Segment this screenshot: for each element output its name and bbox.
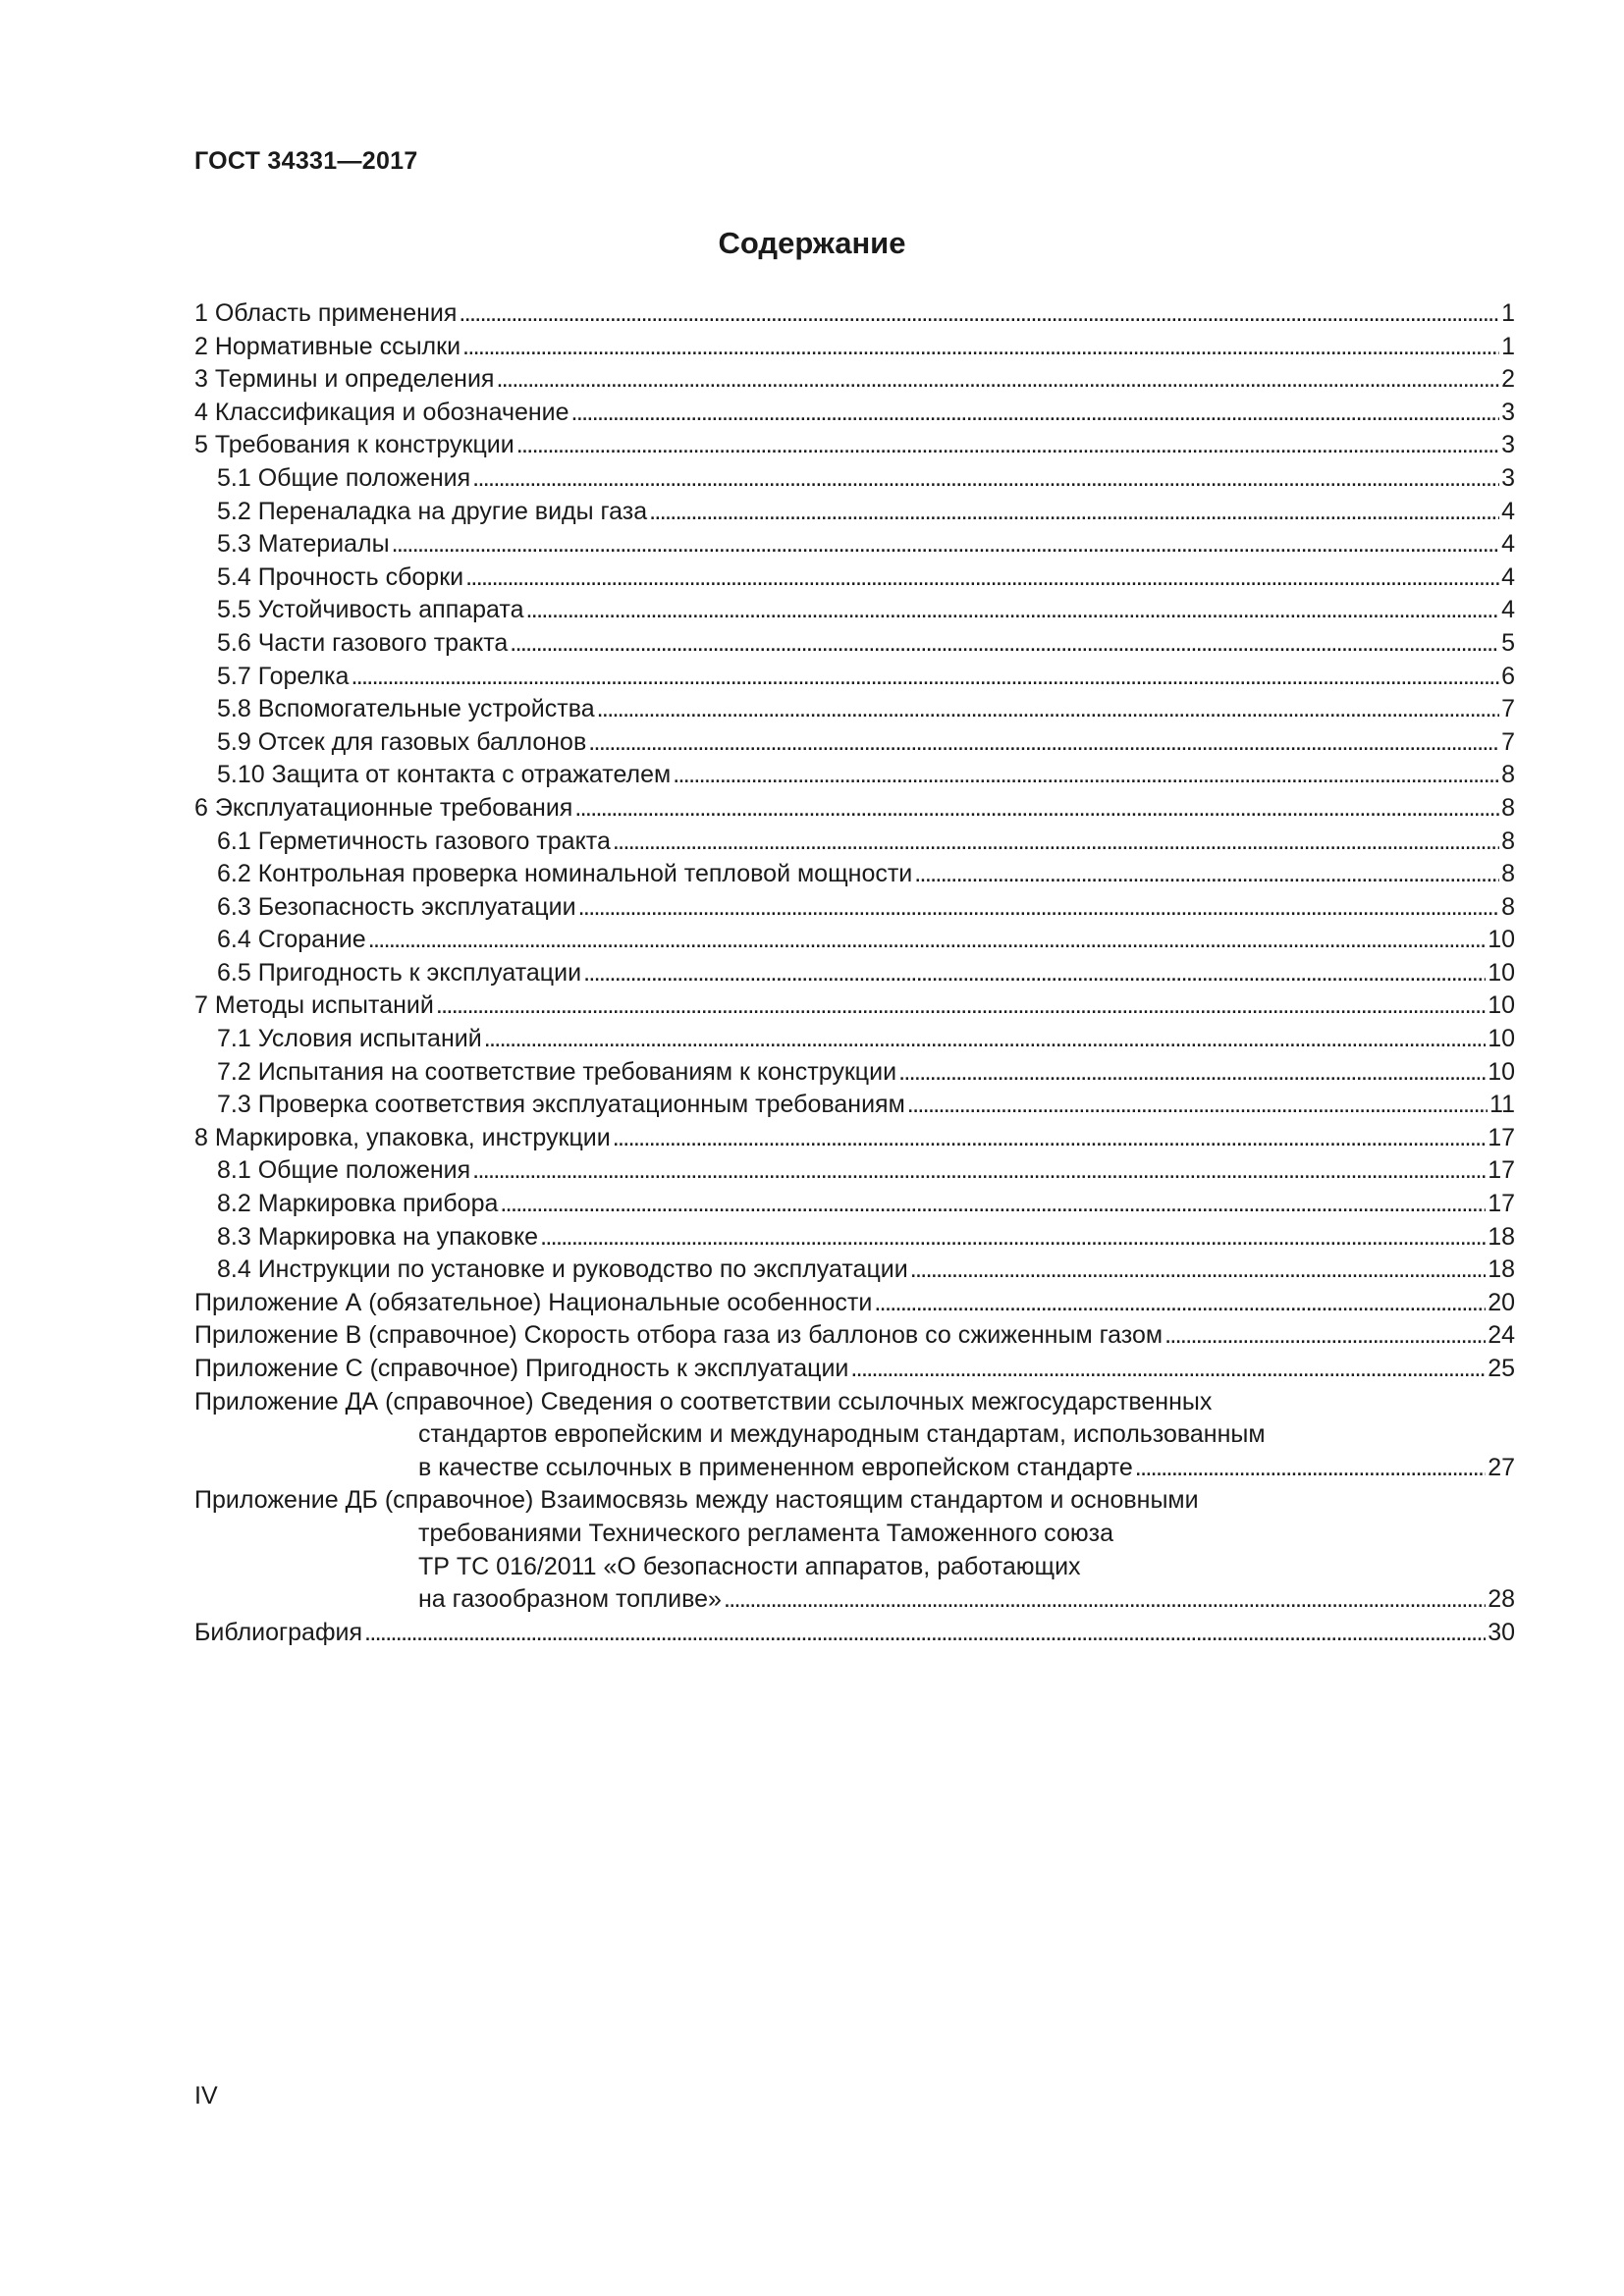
toc-leader-dots: [649, 496, 1499, 529]
toc-entry[interactable]: [194, 1319, 1515, 1353]
toc-entry-label: 5.10 Защита от контакта с отражателем: [217, 761, 672, 789]
annex-db-line-1: Взаимосвязь между настоящим стандартом и основными: [540, 1486, 1199, 1515]
toc-entry-page: 3: [1501, 463, 1515, 492]
toc-entry-label: 6.5 Пригодность к эксплуатации: [217, 958, 582, 987]
toc-entry-label: Библиография: [194, 1618, 363, 1646]
toc-leader-dots: [907, 1089, 1488, 1122]
toc-entry-label: 8.2 Маркировка прибора: [217, 1190, 499, 1218]
toc-entry-page: 11: [1489, 1091, 1515, 1119]
toc-entry-label: 4 Классификация и обозначение: [194, 398, 569, 426]
annex-da-line-1: Сведения о соответствии ссылочных межгосударственных: [540, 1387, 1213, 1415]
toc-entry-label: 7.2 Испытания на соответствие требованиям к конструкции: [217, 1057, 897, 1086]
annex-da-page: 27: [1488, 1453, 1515, 1481]
toc-entry[interactable]: [194, 561, 1515, 595]
toc-entry-page: 4: [1501, 530, 1515, 559]
table-of-contents: [194, 297, 1515, 1649]
toc-entry-page: 10: [1488, 991, 1515, 1020]
toc-entry[interactable]: [194, 957, 1515, 990]
toc-entry[interactable]: [194, 989, 1515, 1023]
toc-leader-dots: [613, 1122, 1486, 1155]
annex-db-line-3: ТР ТС 016/2011 «О безопасности аппаратов, работающих: [418, 1552, 1081, 1580]
toc-entry-label: 5.3 Материалы: [217, 530, 390, 559]
toc-leader-dots: [898, 1056, 1486, 1090]
toc-leader-dots: [484, 1023, 1486, 1056]
toc-entry-page: 8: [1501, 827, 1515, 855]
toc-leader-dots: [850, 1353, 1486, 1386]
toc-entry-annex-db[interactable]: [194, 1484, 1515, 1616]
toc-entry-label: 5.8 Вспомогательные устройства: [217, 695, 595, 723]
toc-leader-dots: [364, 1617, 1486, 1650]
toc-entry-page: 25: [1488, 1355, 1515, 1382]
toc-entry-label: 6.1 Герметичность газового тракта: [217, 827, 611, 855]
toc-leader-dots: [472, 462, 1499, 496]
toc-entry[interactable]: [194, 661, 1515, 694]
toc-leader-dots: [462, 331, 1499, 364]
toc-entry-label: 7.1 Условия испытаний: [217, 1025, 482, 1053]
toc-entry-page: 5: [1501, 628, 1515, 657]
toc-entry[interactable]: [194, 924, 1515, 957]
toc-entry-label: 3 Термины и определения: [194, 365, 495, 394]
toc-entry[interactable]: [194, 1023, 1515, 1056]
toc-leader-dots: [578, 891, 1499, 925]
toc-leader-dots: [583, 957, 1486, 990]
toc-leader-dots: [368, 924, 1486, 957]
toc-leader-dots: [351, 661, 1499, 694]
toc-entry-page: 1: [1501, 299, 1515, 327]
page-number: IV: [194, 2082, 218, 2109]
toc-leader-dots: [436, 989, 1486, 1023]
toc-entry-page: 7: [1501, 727, 1515, 756]
toc-entry-label: 5.1 Общие положения: [217, 463, 471, 492]
toc-entry[interactable]: [194, 792, 1515, 826]
toc-entry[interactable]: [194, 1056, 1515, 1090]
toc-entry[interactable]: [194, 1188, 1515, 1221]
toc-entry-label: 8.4 Инструкции по установке и руководство по эксплуатации: [217, 1255, 908, 1284]
toc-entry[interactable]: [194, 363, 1515, 397]
toc-entry-page: 8: [1501, 860, 1515, 888]
toc-entry-page: 7: [1501, 695, 1515, 723]
toc-leader-dots: [540, 1221, 1486, 1255]
toc-entry-label: 5.2 Переналадка на другие виды газа: [217, 497, 648, 525]
toc-entry-label: 6.3 Безопасность эксплуатации: [217, 892, 576, 921]
toc-entry-label: 5.7 Горелка: [217, 662, 350, 690]
toc-entry-page: 8: [1501, 761, 1515, 789]
toc-entry-page: 24: [1488, 1321, 1515, 1350]
toc-entry[interactable]: [194, 693, 1515, 726]
toc-leader-dots: [1164, 1319, 1486, 1353]
toc-entry[interactable]: [194, 826, 1515, 859]
annex-db-line-2: требованиями Технического регламента Таможенного союза: [418, 1519, 1113, 1547]
toc-leader-dots: [510, 627, 1499, 661]
toc-entry-label: 5.5 Устойчивость аппарата: [217, 596, 524, 624]
toc-entry-label: 6.4 Сгорание: [217, 926, 366, 954]
toc-entry-page: 4: [1501, 497, 1515, 525]
toc-leader-dots: [472, 1154, 1486, 1188]
toc-leader-dots: [516, 429, 1499, 462]
toc-title: Содержание: [718, 226, 906, 260]
toc-entry[interactable]: [194, 627, 1515, 661]
toc-entry-label: 8 Маркировка, упаковка, инструкции: [194, 1123, 611, 1151]
toc-leader-dots: [500, 1188, 1486, 1221]
annex-da-line-3: в качестве ссылочных в примененном европейском стандарте: [418, 1453, 1133, 1481]
toc-entries: [194, 297, 1515, 1386]
toc-entry[interactable]: [194, 891, 1515, 925]
toc-entry-page: 18: [1488, 1255, 1515, 1284]
toc-entry-label: 7.3 Проверка соответствия эксплуатационным требованиям: [217, 1091, 905, 1119]
toc-leader-dots: [459, 297, 1499, 331]
toc-entry-label: Приложение А (обязательное) Национальные особенности: [194, 1288, 873, 1316]
annex-da-line-2: стандартов европейским и международным стандартам, использованным: [418, 1420, 1266, 1449]
toc-entry-page: 6: [1501, 662, 1515, 690]
toc-entry-page: 3: [1501, 398, 1515, 426]
toc-entry-page: 10: [1488, 926, 1515, 954]
toc-entry-page: 20: [1488, 1288, 1515, 1316]
toc-entry[interactable]: [194, 297, 1515, 331]
toc-entry[interactable]: [194, 1089, 1515, 1122]
toc-entry-page: 10: [1488, 1025, 1515, 1053]
toc-entry[interactable]: [194, 594, 1515, 627]
toc-leader-dots: [574, 792, 1499, 826]
toc-entry[interactable]: [194, 496, 1515, 529]
toc-leader-dots: [465, 561, 1499, 595]
toc-entry-page: 30: [1488, 1618, 1515, 1646]
toc-entry-page: 1: [1501, 332, 1515, 360]
document-id-header: ГОСТ 34331—2017: [194, 147, 418, 175]
toc-entry[interactable]: [194, 1221, 1515, 1255]
toc-leader-dots: [724, 1583, 1486, 1617]
toc-entry-label: 8.3 Маркировка на упаковке: [217, 1222, 539, 1251]
toc-entry-page: 10: [1488, 958, 1515, 987]
toc-entry-label: 6.2 Контрольная проверка номинальной тепловой мощности: [217, 860, 913, 888]
toc-entry[interactable]: [194, 726, 1515, 760]
toc-entry-label: 6 Эксплуатационные требования: [194, 793, 573, 822]
annex-db-line-4: на газообразном топливе»: [418, 1585, 722, 1614]
toc-entry[interactable]: [194, 1122, 1515, 1155]
toc-entry[interactable]: [194, 462, 1515, 496]
toc-entry-page: 18: [1488, 1222, 1515, 1251]
toc-leader-dots: [673, 759, 1499, 792]
toc-entry[interactable]: [194, 528, 1515, 561]
toc-entry-label: 2 Нормативные ссылки: [194, 332, 461, 360]
toc-leader-dots: [613, 826, 1499, 859]
toc-entry-annex-da[interactable]: [194, 1386, 1515, 1485]
annex-db-head: Приложение ДБ (справочное): [194, 1486, 541, 1515]
toc-leader-dots: [392, 528, 1500, 561]
toc-entry[interactable]: [194, 429, 1515, 462]
toc-leader-dots: [571, 397, 1500, 430]
toc-leader-dots: [914, 858, 1499, 891]
toc-entry-page: 8: [1501, 793, 1515, 822]
toc-entry[interactable]: [194, 858, 1515, 891]
toc-entry-page: 17: [1488, 1190, 1515, 1218]
toc-leader-dots: [1135, 1452, 1486, 1485]
toc-entry-label: Приложение В (справочное) Скорость отбора газа из баллонов со сжиженным газом: [194, 1321, 1164, 1350]
toc-entry-page: 17: [1488, 1156, 1515, 1185]
toc-leader-dots: [910, 1254, 1486, 1287]
toc-entry-page: 2: [1501, 365, 1515, 394]
toc-leader-dots: [496, 363, 1499, 397]
annex-da-head: Приложение ДА (справочное): [194, 1387, 541, 1415]
toc-entry-label: 8.1 Общие положения: [217, 1156, 471, 1185]
toc-entry[interactable]: [194, 397, 1515, 430]
toc-entry-page: 8: [1501, 892, 1515, 921]
toc-entry-page: 10: [1488, 1057, 1515, 1086]
toc-entry-page: 4: [1501, 562, 1515, 591]
toc-entry-label: Приложение С (справочное) Пригодность к эксплуатации: [194, 1355, 849, 1382]
toc-entry-label: 1 Область применения: [194, 299, 458, 327]
toc-entry-page: 4: [1501, 596, 1515, 624]
toc-entry[interactable]: [194, 759, 1515, 792]
toc-entry-page: 3: [1501, 431, 1515, 459]
toc-entry-label: 5.6 Части газового тракта: [217, 628, 509, 657]
toc-leader-dots: [588, 726, 1499, 760]
annex-db-page: 28: [1488, 1585, 1515, 1614]
toc-entry[interactable]: [194, 1353, 1515, 1386]
toc-entry-bibliography[interactable]: [194, 1617, 1515, 1650]
toc-entry[interactable]: [194, 331, 1515, 364]
toc-entry[interactable]: [194, 1154, 1515, 1188]
toc-entry-label: 5 Требования к конструкции: [194, 431, 514, 459]
toc-entry-label: 7 Методы испытаний: [194, 991, 434, 1020]
toc-entry-page: 17: [1488, 1123, 1515, 1151]
toc-entry-label: 5.9 Отсек для газовых баллонов: [217, 727, 587, 756]
toc-leader-dots: [525, 594, 1499, 627]
toc-leader-dots: [874, 1287, 1486, 1320]
toc-entry[interactable]: [194, 1287, 1515, 1320]
toc-entry[interactable]: [194, 1254, 1515, 1287]
toc-entry-label: 5.4 Прочность сборки: [217, 562, 464, 591]
toc-leader-dots: [597, 693, 1499, 726]
